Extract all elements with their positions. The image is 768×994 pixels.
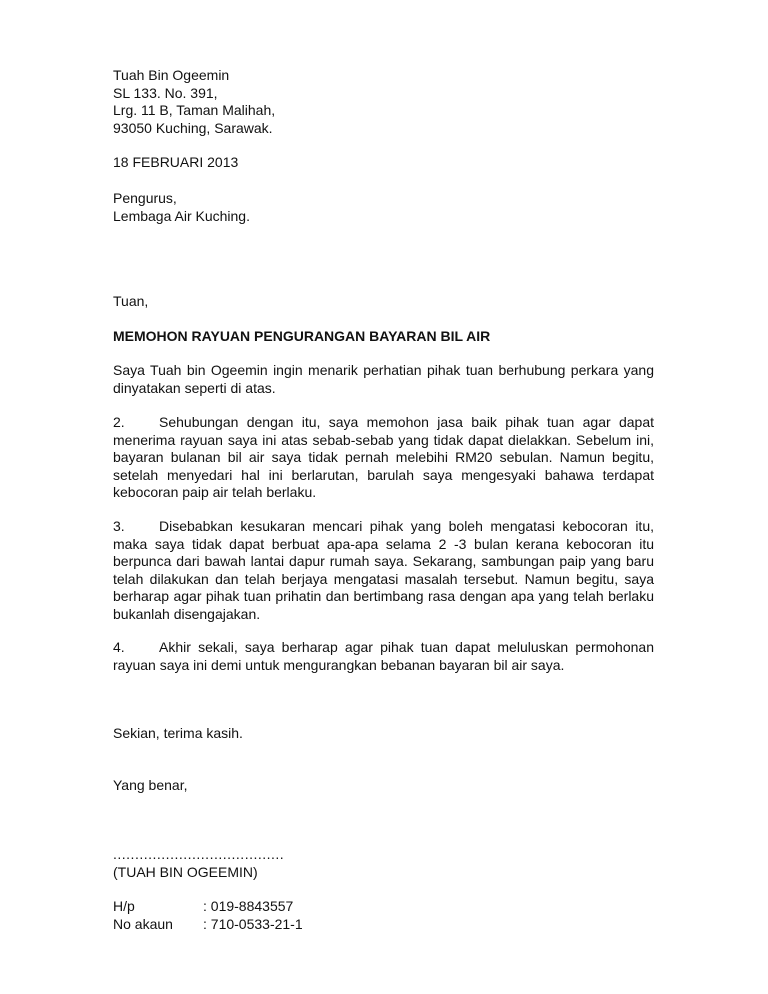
paragraph-3 <box>113 518 654 624</box>
signoff-text: Yang benar, <box>113 777 188 793</box>
sender-name: Tuah Bin Ogeemin <box>113 67 230 83</box>
paragraph-text: Sehubungan dengan itu, saya memohon jasa baik pihak tuan agar dapat menerima rayuan saya ini atas sebab-sebab yang tidak dapat dielakkan. Sebelum ini, bayaran bulanan bil air saya tidak pernah melebihi RM20 sebulan. Namun begitu, setelah menyedari hal ini berlarutan, barulah saya mengesyaki bahawa terdapat kebocoran paip air telah berlaku. <box>113 414 654 501</box>
phone-label: H/p <box>113 898 135 914</box>
closing-text: Sekian, terima kasih. <box>113 725 243 741</box>
letter-date <box>113 154 654 172</box>
account-value: : 710-0533-21-1 <box>203 915 303 932</box>
subject-text: MEMOHON RAYUAN PENGURANGAN BAYARAN BIL AIR <box>113 328 491 344</box>
paragraph-2 <box>113 414 654 502</box>
signoff <box>113 777 654 795</box>
sender-block <box>113 67 654 137</box>
paragraph-text: Disebabkan kesukaran mencari pihak yang boleh mengatasi kebocoran itu, maka saya tidak dapat berbuat apa-apa selama 2 -3 bulan kerana kebocoran itu berpunca dari bawah lantai dapur rumah saya. Sekarang, sambungan paip yang baru telah dilakukan dan telah berjaya mengatasi masalah tersebut. Namun begitu, saya berharap agar pihak tuan prihatin dan bertimbang rasa dengan apa yang telah berlaku bukanlah disengajakan. <box>113 518 654 622</box>
paragraph-text: Akhir sekali, saya berharap agar pihak tuan dapat meluluskan permohonan rayuan saya ini demi untuk mengurangkan bebanan bayaran bil air saya. <box>113 639 654 673</box>
paragraph-number: 4. <box>113 639 125 655</box>
date-text: 18 FEBRUARI 2013 <box>113 154 239 170</box>
phone-value: : 019-8843557 <box>203 898 294 914</box>
closing <box>113 725 654 743</box>
signature-line: ....................................... <box>113 846 285 862</box>
salutation <box>113 293 654 311</box>
recipient-title: Pengurus, <box>113 190 177 206</box>
paragraph-number: 2. <box>113 414 125 430</box>
signature-name: (TUAH BIN OGEEMIN) <box>113 863 258 880</box>
recipient-block <box>113 190 654 225</box>
contact-block <box>113 898 654 933</box>
paragraph-1: Saya Tuah bin Ogeemin ingin menarik perhatian pihak tuan berhubung perkara yang dinyatakan seperti di atas. <box>113 362 654 396</box>
subject-heading <box>113 328 654 346</box>
account-label: No akaun <box>113 915 173 932</box>
salutation-text: Tuan, <box>113 293 149 309</box>
account-row <box>113 916 654 934</box>
sender-address-line: 93050 Kuching, Sarawak. <box>113 119 273 136</box>
paragraph-number: 3. <box>113 518 125 534</box>
paragraph-4 <box>113 639 654 674</box>
sender-address-line: Lrg. 11 B, Taman Malihah, <box>113 102 276 119</box>
signature-block <box>113 846 654 881</box>
phone-row <box>113 898 654 916</box>
recipient-organization: Lembaga Air Kuching. <box>113 207 250 224</box>
sender-address-line: SL 133. No. 391, <box>113 84 218 101</box>
